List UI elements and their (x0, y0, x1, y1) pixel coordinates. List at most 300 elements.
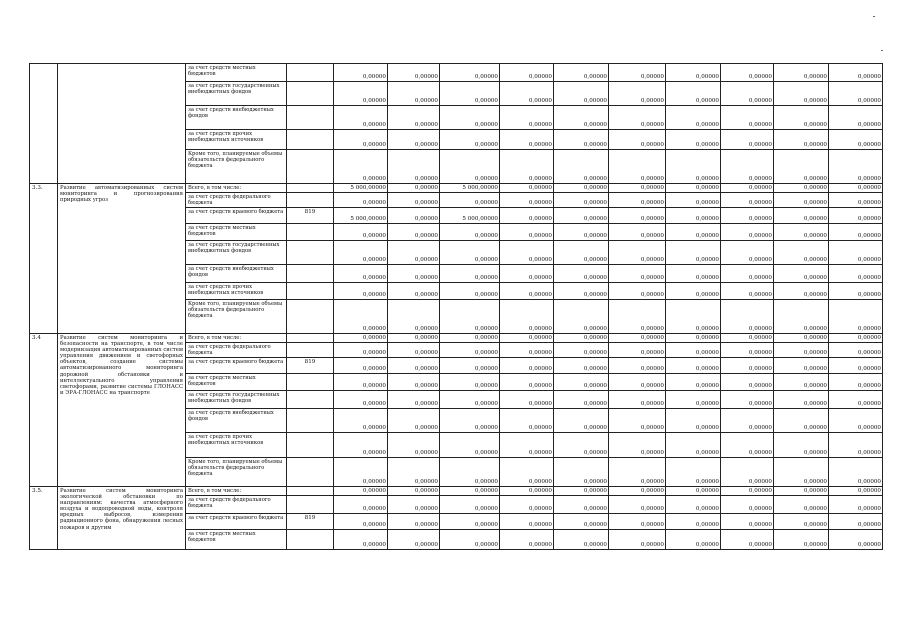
amount-cell: 0,00000 (500, 458, 554, 487)
amount-cell: 0,00000 (829, 374, 883, 391)
amount-cell: 0,00000 (388, 64, 440, 82)
amount-cell: 0,00000 (500, 358, 554, 374)
amount-cell: 0,00000 (721, 358, 774, 374)
amount-cell: 0,00000 (500, 374, 554, 391)
funding-source: за счет средств краевого бюджета (186, 358, 287, 374)
amount-cell: 0,00000 (774, 409, 829, 433)
amount-cell: 0,00000 (666, 193, 721, 208)
amount-cell: 0,00000 (609, 358, 666, 374)
amount-cell: 0,00000 (829, 150, 883, 184)
amount-cell: 0,00000 (334, 374, 388, 391)
amount-cell: 0,00000 (774, 300, 829, 334)
amount-cell: 0,00000 (334, 283, 388, 300)
amount-cell: 0,00000 (829, 343, 883, 358)
amount-cell: 0,00000 (609, 458, 666, 487)
amount-cell: 0,00000 (774, 358, 829, 374)
funding-source: за счет средств местных бюджетов (186, 64, 287, 82)
amount-cell: 0,00000 (440, 130, 500, 150)
amount-cell: 0,00000 (388, 184, 440, 193)
amount-cell: 0,00000 (829, 283, 883, 300)
amount-cell: 0,00000 (666, 300, 721, 334)
amount-cell: 0,00000 (609, 265, 666, 283)
amount-cell: 0,00000 (774, 130, 829, 150)
amount-cell: 0,00000 (334, 82, 388, 106)
amount-cell: 0,00000 (666, 358, 721, 374)
budget-code (287, 130, 334, 150)
funding-source: за счет средств государственных внебюджетных фондов (186, 82, 287, 106)
amount-cell: 0,00000 (774, 283, 829, 300)
amount-cell: 0,00000 (666, 458, 721, 487)
amount-cell: 0,00000 (554, 334, 609, 343)
funding-source: за счет средств прочих внебюджетных источников (186, 130, 287, 150)
amount-cell: 0,00000 (440, 283, 500, 300)
funding-source: за счет средств государственных внебюджетных фондов (186, 391, 287, 409)
amount-cell: 0,00000 (334, 391, 388, 409)
amount-cell: 5 000,00000 (334, 184, 388, 193)
amount-cell: 0,00000 (334, 487, 388, 496)
amount-cell: 0,00000 (666, 487, 721, 496)
amount-cell: 0,00000 (609, 184, 666, 193)
amount-cell: 0,00000 (721, 458, 774, 487)
amount-cell: 0,00000 (666, 241, 721, 265)
amount-cell: 0,00000 (774, 241, 829, 265)
amount-cell: 0,00000 (774, 391, 829, 409)
amount-cell: 0,00000 (774, 208, 829, 224)
amount-cell: 0,00000 (500, 300, 554, 334)
amount-cell: 0,00000 (554, 391, 609, 409)
row-number: 3.5. (30, 487, 58, 550)
amount-cell: 0,00000 (666, 514, 721, 530)
scan-speck (881, 50, 883, 51)
amount-cell: 0,00000 (721, 82, 774, 106)
amount-cell: 0,00000 (829, 300, 883, 334)
amount-cell: 0,00000 (609, 224, 666, 241)
row-number (30, 64, 58, 184)
amount-cell: 0,00000 (666, 433, 721, 458)
amount-cell: 0,00000 (829, 458, 883, 487)
amount-cell: 0,00000 (609, 391, 666, 409)
amount-cell: 0,00000 (829, 265, 883, 283)
amount-cell: 0,00000 (721, 300, 774, 334)
amount-cell: 0,00000 (500, 193, 554, 208)
amount-cell: 0,00000 (721, 224, 774, 241)
budget-code (287, 530, 334, 550)
amount-cell: 0,00000 (388, 106, 440, 130)
amount-cell: 0,00000 (554, 496, 609, 514)
amount-cell: 0,00000 (388, 208, 440, 224)
amount-cell: 0,00000 (829, 184, 883, 193)
amount-cell: 0,00000 (666, 184, 721, 193)
amount-cell: 0,00000 (554, 343, 609, 358)
amount-cell: 0,00000 (334, 224, 388, 241)
amount-cell: 0,00000 (500, 82, 554, 106)
amount-cell: 5 000,00000 (440, 184, 500, 193)
amount-cell: 0,00000 (666, 150, 721, 184)
amount-cell: 0,00000 (829, 391, 883, 409)
amount-cell: 0,00000 (440, 334, 500, 343)
amount-cell: 0,00000 (774, 530, 829, 550)
amount-cell: 0,00000 (829, 82, 883, 106)
budget-code (287, 334, 334, 343)
amount-cell: 0,00000 (609, 374, 666, 391)
amount-cell: 0,00000 (666, 391, 721, 409)
amount-cell: 0,00000 (609, 241, 666, 265)
amount-cell: 0,00000 (500, 334, 554, 343)
amount-cell: 0,00000 (774, 374, 829, 391)
amount-cell: 0,00000 (609, 64, 666, 82)
amount-cell: 0,00000 (774, 265, 829, 283)
budget-code (287, 283, 334, 300)
budget-code: 819 (287, 208, 334, 224)
amount-cell: 0,00000 (829, 224, 883, 241)
table-row (30, 334, 883, 343)
amount-cell: 0,00000 (554, 150, 609, 184)
amount-cell: 0,00000 (721, 265, 774, 283)
amount-cell: 0,00000 (440, 64, 500, 82)
amount-cell: 0,00000 (388, 193, 440, 208)
budget-code (287, 409, 334, 433)
table-row (30, 64, 883, 82)
budget-code (287, 343, 334, 358)
budget-code (287, 224, 334, 241)
amount-cell: 0,00000 (721, 374, 774, 391)
funding-source: Кроме того, планируемые объемы обязательств федерального бюджета (186, 458, 287, 487)
amount-cell: 0,00000 (440, 241, 500, 265)
amount-cell: 0,00000 (666, 283, 721, 300)
budget-code (287, 300, 334, 334)
amount-cell: 0,00000 (440, 193, 500, 208)
amount-cell: 0,00000 (609, 496, 666, 514)
amount-cell: 0,00000 (829, 530, 883, 550)
funding-source: Всего, в том числе: (186, 334, 287, 343)
amount-cell: 0,00000 (609, 106, 666, 130)
amount-cell: 0,00000 (554, 241, 609, 265)
amount-cell: 0,00000 (334, 358, 388, 374)
budget-code (287, 106, 334, 130)
amount-cell: 0,00000 (554, 184, 609, 193)
amount-cell: 0,00000 (334, 496, 388, 514)
funding-source: за счет средств прочих внебюджетных источников (186, 433, 287, 458)
amount-cell: 0,00000 (500, 184, 554, 193)
amount-cell: 0,00000 (666, 265, 721, 283)
amount-cell: 0,00000 (721, 530, 774, 550)
amount-cell: 0,00000 (609, 150, 666, 184)
funding-source: Кроме того, планируемые объемы обязательств федерального бюджета (186, 150, 287, 184)
amount-cell: 0,00000 (609, 343, 666, 358)
amount-cell: 0,00000 (554, 374, 609, 391)
amount-cell: 0,00000 (554, 224, 609, 241)
amount-cell: 0,00000 (774, 496, 829, 514)
amount-cell: 0,00000 (554, 409, 609, 433)
amount-cell: 0,00000 (609, 300, 666, 334)
measure-description (58, 64, 186, 184)
amount-cell: 0,00000 (334, 433, 388, 458)
budget-code (287, 64, 334, 82)
amount-cell: 0,00000 (388, 334, 440, 343)
table-row (30, 487, 883, 496)
funding-source: за счет средств федерального бюджета (186, 496, 287, 514)
funding-source: Всего, в том числе: (186, 184, 287, 193)
amount-cell: 0,00000 (334, 106, 388, 130)
amount-cell: 0,00000 (388, 409, 440, 433)
amount-cell: 0,00000 (609, 193, 666, 208)
amount-cell: 0,00000 (554, 487, 609, 496)
budget-table (29, 63, 883, 550)
budget-code (287, 265, 334, 283)
amount-cell: 0,00000 (500, 64, 554, 82)
amount-cell: 0,00000 (609, 530, 666, 550)
amount-cell: 0,00000 (440, 530, 500, 550)
amount-cell: 0,00000 (334, 300, 388, 334)
amount-cell: 5 000,00000 (440, 208, 500, 224)
amount-cell: 0,00000 (721, 241, 774, 265)
amount-cell: 0,00000 (774, 334, 829, 343)
measure-description: Развитие систем мониторинга экологической обстановки по направлениям: качества атмосферного воздуха и водопроводной воды, контроля вредных выбросов, измерения радиационного фона, обнаружения лесных пожаров и другим (58, 487, 186, 550)
amount-cell: 0,00000 (500, 265, 554, 283)
amount-cell: 0,00000 (500, 514, 554, 530)
funding-source: за счет средств прочих внебюджетных источников (186, 283, 287, 300)
amount-cell: 0,00000 (500, 208, 554, 224)
amount-cell: 0,00000 (829, 496, 883, 514)
amount-cell: 0,00000 (554, 208, 609, 224)
budget-code (287, 433, 334, 458)
amount-cell: 0,00000 (609, 82, 666, 106)
amount-cell: 0,00000 (388, 241, 440, 265)
amount-cell: 0,00000 (554, 283, 609, 300)
amount-cell: 0,00000 (554, 82, 609, 106)
funding-source: Кроме того, планируемые объемы обязательств федерального бюджета (186, 300, 287, 334)
amount-cell: 0,00000 (388, 433, 440, 458)
amount-cell: 0,00000 (500, 487, 554, 496)
amount-cell: 0,00000 (440, 433, 500, 458)
amount-cell: 0,00000 (721, 433, 774, 458)
amount-cell: 0,00000 (334, 193, 388, 208)
amount-cell: 0,00000 (666, 130, 721, 150)
amount-cell: 0,00000 (829, 487, 883, 496)
amount-cell: 0,00000 (666, 530, 721, 550)
amount-cell: 0,00000 (440, 487, 500, 496)
amount-cell: 0,00000 (334, 64, 388, 82)
funding-source: за счет средств местных бюджетов (186, 374, 287, 391)
amount-cell: 0,00000 (829, 130, 883, 150)
amount-cell: 0,00000 (500, 283, 554, 300)
amount-cell: 0,00000 (721, 130, 774, 150)
amount-cell: 0,00000 (829, 433, 883, 458)
amount-cell: 0,00000 (666, 374, 721, 391)
amount-cell: 0,00000 (388, 358, 440, 374)
amount-cell: 0,00000 (554, 64, 609, 82)
amount-cell: 0,00000 (829, 241, 883, 265)
amount-cell: 0,00000 (440, 496, 500, 514)
amount-cell: 0,00000 (609, 409, 666, 433)
table-row (30, 184, 883, 193)
budget-code (287, 374, 334, 391)
budget-code: 819 (287, 514, 334, 530)
amount-cell: 0,00000 (554, 514, 609, 530)
amount-cell: 0,00000 (388, 224, 440, 241)
amount-cell: 0,00000 (440, 391, 500, 409)
budget-code (287, 458, 334, 487)
amount-cell: 0,00000 (609, 433, 666, 458)
amount-cell: 0,00000 (721, 391, 774, 409)
amount-cell: 0,00000 (721, 193, 774, 208)
amount-cell: 0,00000 (440, 265, 500, 283)
amount-cell: 0,00000 (388, 82, 440, 106)
funding-source: за счет средств внебюджетных фондов (186, 265, 287, 283)
amount-cell: 0,00000 (666, 82, 721, 106)
amount-cell: 0,00000 (774, 514, 829, 530)
amount-cell: 5 000,00000 (334, 208, 388, 224)
amount-cell: 0,00000 (388, 458, 440, 487)
budget-code (287, 241, 334, 265)
amount-cell: 0,00000 (334, 265, 388, 283)
amount-cell: 0,00000 (334, 409, 388, 433)
amount-cell: 0,00000 (721, 150, 774, 184)
amount-cell: 0,00000 (774, 224, 829, 241)
amount-cell: 0,00000 (554, 130, 609, 150)
amount-cell: 0,00000 (500, 433, 554, 458)
row-number: 3.4 (30, 334, 58, 487)
amount-cell: 0,00000 (388, 391, 440, 409)
amount-cell: 0,00000 (721, 106, 774, 130)
amount-cell: 0,00000 (334, 530, 388, 550)
amount-cell: 0,00000 (500, 391, 554, 409)
amount-cell: 0,00000 (334, 334, 388, 343)
amount-cell: 0,00000 (334, 130, 388, 150)
amount-cell: 0,00000 (609, 334, 666, 343)
amount-cell: 0,00000 (666, 208, 721, 224)
amount-cell: 0,00000 (334, 241, 388, 265)
amount-cell: 0,00000 (829, 334, 883, 343)
amount-cell: 0,00000 (440, 358, 500, 374)
amount-cell: 0,00000 (388, 265, 440, 283)
budget-code (287, 82, 334, 106)
amount-cell: 0,00000 (829, 106, 883, 130)
amount-cell: 0,00000 (829, 358, 883, 374)
funding-source: за счет средств местных бюджетов (186, 530, 287, 550)
budget-table-body (30, 64, 883, 550)
amount-cell: 0,00000 (440, 106, 500, 130)
measure-description: Развитие автоматизированных систем мониторинга и прогнозирования природных угроз (58, 184, 186, 334)
amount-cell: 0,00000 (388, 150, 440, 184)
amount-cell: 0,00000 (666, 224, 721, 241)
amount-cell: 0,00000 (721, 496, 774, 514)
amount-cell: 0,00000 (609, 283, 666, 300)
amount-cell: 0,00000 (666, 343, 721, 358)
budget-code (287, 496, 334, 514)
amount-cell: 0,00000 (609, 130, 666, 150)
amount-cell: 0,00000 (500, 130, 554, 150)
amount-cell: 0,00000 (388, 374, 440, 391)
amount-cell: 0,00000 (388, 496, 440, 514)
amount-cell: 0,00000 (500, 241, 554, 265)
funding-source: за счет средств федерального бюджета (186, 193, 287, 208)
amount-cell: 0,00000 (388, 300, 440, 334)
amount-cell: 0,00000 (774, 487, 829, 496)
amount-cell: 0,00000 (721, 343, 774, 358)
amount-cell: 0,00000 (774, 193, 829, 208)
amount-cell: 0,00000 (609, 514, 666, 530)
amount-cell: 0,00000 (440, 343, 500, 358)
amount-cell: 0,00000 (440, 150, 500, 184)
amount-cell: 0,00000 (774, 106, 829, 130)
amount-cell: 0,00000 (721, 283, 774, 300)
funding-source: Всего, в том числе: (186, 487, 287, 496)
amount-cell: 0,00000 (554, 433, 609, 458)
amount-cell: 0,00000 (388, 530, 440, 550)
amount-cell: 0,00000 (609, 208, 666, 224)
amount-cell: 0,00000 (440, 374, 500, 391)
amount-cell: 0,00000 (334, 150, 388, 184)
budget-code: 819 (287, 358, 334, 374)
amount-cell: 0,00000 (554, 265, 609, 283)
amount-cell: 0,00000 (440, 514, 500, 530)
budget-code (287, 150, 334, 184)
amount-cell: 0,00000 (440, 409, 500, 433)
amount-cell: 0,00000 (721, 184, 774, 193)
funding-source: за счет средств федерального бюджета (186, 343, 287, 358)
amount-cell: 0,00000 (609, 487, 666, 496)
amount-cell: 0,00000 (829, 208, 883, 224)
amount-cell: 0,00000 (334, 343, 388, 358)
amount-cell: 0,00000 (721, 64, 774, 82)
amount-cell: 0,00000 (721, 208, 774, 224)
funding-source: за счет средств внебюджетных фондов (186, 409, 287, 433)
amount-cell: 0,00000 (774, 343, 829, 358)
budget-code (287, 193, 334, 208)
amount-cell: 0,00000 (666, 409, 721, 433)
amount-cell: 0,00000 (500, 409, 554, 433)
amount-cell: 0,00000 (554, 106, 609, 130)
amount-cell: 0,00000 (774, 184, 829, 193)
amount-cell: 0,00000 (721, 334, 774, 343)
amount-cell: 0,00000 (829, 193, 883, 208)
amount-cell: 0,00000 (388, 343, 440, 358)
amount-cell: 0,00000 (500, 343, 554, 358)
amount-cell: 0,00000 (500, 150, 554, 184)
amount-cell: 0,00000 (774, 64, 829, 82)
amount-cell: 0,00000 (666, 106, 721, 130)
funding-source: за счет средств внебюджетных фондов (186, 106, 287, 130)
amount-cell: 0,00000 (334, 458, 388, 487)
budget-code (287, 391, 334, 409)
amount-cell: 0,00000 (554, 193, 609, 208)
amount-cell: 0,00000 (721, 409, 774, 433)
amount-cell: 0,00000 (440, 224, 500, 241)
amount-cell: 0,00000 (500, 530, 554, 550)
amount-cell: 0,00000 (554, 300, 609, 334)
funding-source: за счет средств краевого бюджета (186, 514, 287, 530)
funding-source: за счет средств краевого бюджета (186, 208, 287, 224)
amount-cell: 0,00000 (774, 82, 829, 106)
amount-cell: 0,00000 (440, 458, 500, 487)
budget-code (287, 184, 334, 193)
amount-cell: 0,00000 (500, 224, 554, 241)
amount-cell: 0,00000 (388, 514, 440, 530)
funding-source: за счет средств местных бюджетов (186, 224, 287, 241)
budget-code (287, 487, 334, 496)
amount-cell: 0,00000 (774, 458, 829, 487)
amount-cell: 0,00000 (774, 433, 829, 458)
amount-cell: 0,00000 (334, 514, 388, 530)
amount-cell: 0,00000 (666, 334, 721, 343)
amount-cell: 0,00000 (829, 409, 883, 433)
scan-speck (873, 16, 875, 17)
amount-cell: 0,00000 (440, 300, 500, 334)
amount-cell: 0,00000 (388, 130, 440, 150)
amount-cell: 0,00000 (554, 358, 609, 374)
amount-cell: 0,00000 (388, 283, 440, 300)
